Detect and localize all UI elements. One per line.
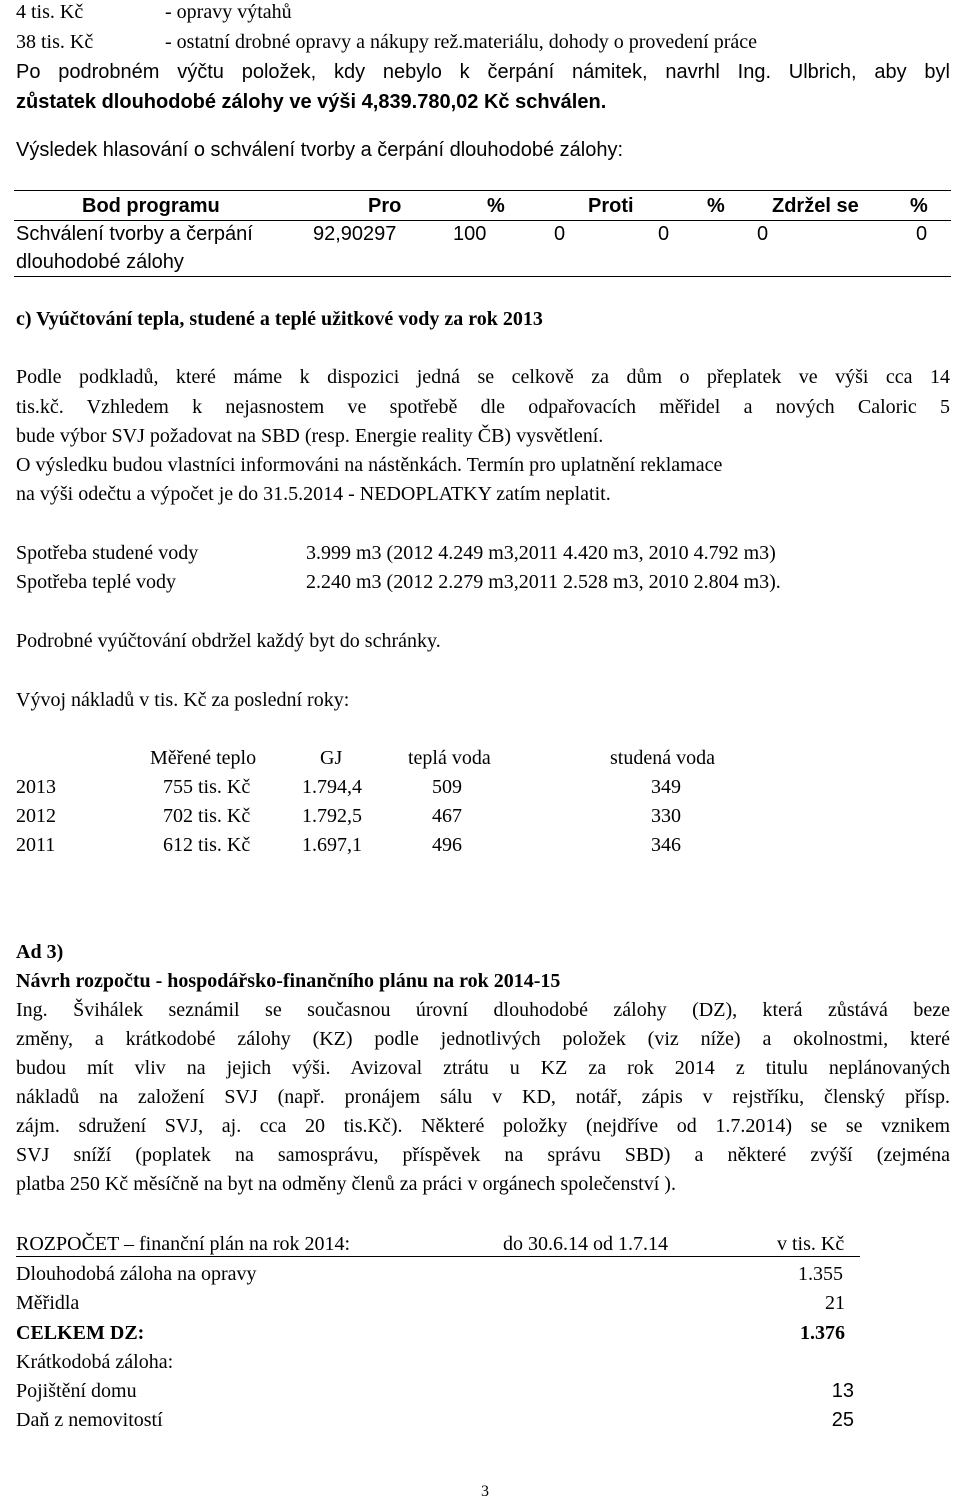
budget-short-value-1: 13: [831, 1380, 854, 1402]
section-c-heading: c) Vyúčtování tepla, studené a teplé užitkové vody za rok 2013: [16, 308, 543, 330]
section-c-line-3: bude výbor SVJ požadovat na SBD (resp. Energie reality ČB) vysvětlení.: [16, 425, 604, 447]
ad3-line-4: nákladů na založení SVJ (např. pronájem sálu v KD, notář, zápis v rejstříku, členský přísp.: [16, 1086, 950, 1108]
budget-row-value-2: 21: [825, 1292, 845, 1314]
costs-header-hot: teplá voda: [408, 747, 491, 769]
budget-header-underline: [16, 1256, 860, 1257]
costs-row-2013-heat: 755 tis. Kč: [163, 776, 251, 798]
section-c-line-2: tis.kč. Vzhledem k nejasnostem ve spotřebě dle odpařovacích měřidel a nových Caloric 5: [16, 396, 950, 418]
ad3-line-6: SVJ sníží (poplatek na samosprávu, příspěvek na správu SBD) a některé zvýší (zejména: [16, 1144, 950, 1166]
budget-row-value-1: 1.355: [798, 1263, 843, 1285]
vote-row-abstain-pct: 0: [916, 223, 928, 245]
ad3-line-2: změny, a krátkodobé zálohy (KZ) podle jednotlivých položek (viz níže) a okolnostmi, které: [16, 1028, 950, 1050]
vote-header-proti: Proti: [588, 195, 634, 217]
budget-short-value-2: 25: [831, 1409, 854, 1431]
approval-line-2: zůstatek dlouhodobé zálohy ve výši 4,839.780,02 Kč schválen.: [16, 91, 607, 113]
budget-header-periods: do 30.6.14 od 1.7.14: [503, 1233, 668, 1255]
vote-header-abstain: Zdržel se: [772, 195, 859, 217]
costs-row-2013-year: 2013: [16, 776, 56, 798]
vote-row-pro: 92,90297: [313, 223, 397, 245]
ad3-line-1: Ing. Švihálek seznámil se současnou úrovní dlouhodobé zálohy (DZ), která zůstává beze: [16, 999, 950, 1021]
vote-header-pro-pct: %: [487, 195, 505, 217]
section-c-line-5: na výši odečtu a výpočet je do 31.5.2014 - NEDOPLATKY zatím neplatit.: [16, 483, 611, 505]
top-line-desc-1: - opravy výtahů: [165, 1, 292, 23]
vote-header-pro: Pro: [368, 195, 402, 217]
costs-header-cold: studená voda: [610, 747, 715, 769]
budget-total-value: 1.376: [800, 1322, 845, 1344]
vote-header-proti-pct: %: [707, 195, 725, 217]
ad3-title: Ad 3): [16, 941, 64, 963]
budget-header-unit: v tis. Kč: [777, 1233, 845, 1255]
budget-short-label-1: Pojištění domu: [16, 1380, 137, 1402]
costs-row-2012-year: 2012: [16, 805, 56, 827]
budget-short-label: Krátkodobá záloha:: [16, 1351, 174, 1373]
vote-table-bottom-rule: [14, 276, 951, 277]
consumption-hot-label: Spotřeba teplé vody: [16, 571, 176, 593]
top-line-amount-2: 38 tis. Kč: [16, 31, 94, 53]
vote-row-proti: 0: [554, 223, 566, 245]
costs-intro: Vývoj nákladů v tis. Kč za poslední roky:: [16, 689, 350, 711]
consumption-hot-value: 2.240 m3 (2012 2.279 m3,2011 2.528 m3, 2010 2.804 m3).: [306, 571, 781, 593]
vote-row-abstain: 0: [757, 223, 769, 245]
costs-row-2011-gj: 1.697,1: [302, 834, 362, 856]
vote-row-proti-pct: 0: [658, 223, 670, 245]
costs-row-2013-gj: 1.794,4: [302, 776, 362, 798]
vote-header-abstain-pct: %: [910, 195, 928, 217]
costs-row-2013-cold: 349: [651, 776, 681, 798]
budget-short-label-2: Daň z nemovitostí: [16, 1409, 163, 1431]
page-number: 3: [481, 1483, 489, 1500]
costs-row-2012-gj: 1.792,5: [302, 805, 362, 827]
section-c-line-1: Podle podkladů, které máme k dispozici jedná se celkově za dům o přeplatek ve výši cca 14: [16, 366, 950, 388]
top-line-desc-2: - ostatní drobné opravy a nákupy rež.materiálu, dohody o provedení práce: [165, 31, 758, 53]
costs-header-gj: GJ: [320, 747, 343, 769]
approval-line-1: Po podrobném výčtu položek, kdy nebylo k čerpání námitek, navrhl Ing. Ulbrich, aby byl: [16, 61, 950, 83]
consumption-cold-value: 3.999 m3 (2012 4.249 m3,2011 4.420 m3, 2010 4.792 m3): [306, 542, 776, 564]
vote-row-item-line-1: Schválení tvorby a čerpání: [16, 223, 253, 245]
costs-row-2013-hot: 509: [432, 776, 462, 798]
costs-row-2012-cold: 330: [651, 805, 681, 827]
vote-row-pro-pct: 100: [453, 223, 487, 245]
billing-note: Podrobné vyúčtování obdržel každý byt do schránky.: [16, 630, 441, 652]
costs-row-2011-year: 2011: [16, 834, 56, 856]
vote-intro: Výsledek hlasování o schválení tvorby a čerpání dlouhodobé zálohy:: [16, 139, 624, 161]
budget-total-label: CELKEM DZ:: [16, 1322, 145, 1344]
vote-table-header-rule: [14, 220, 951, 221]
consumption-cold-label: Spotřeba studené vody: [16, 542, 199, 564]
section-c-line-4: O výsledku budou vlastníci informováni na nástěnkách. Termín pro uplatnění reklamace: [16, 454, 723, 476]
ad3-subtitle: Návrh rozpočtu - hospodářsko-finančního plánu na rok 2014-15: [16, 970, 561, 992]
costs-row-2011-cold: 346: [651, 834, 681, 856]
vote-row-item-line-2: dlouhodobé zálohy: [16, 251, 184, 273]
costs-row-2012-hot: 467: [432, 805, 462, 827]
ad3-line-7: platba 250 Kč měsíčně na byt na odměny členů za práci v orgánech společenství ).: [16, 1173, 676, 1195]
budget-row-label-1: Dlouhodobá záloha na opravy: [16, 1263, 257, 1285]
ad3-line-3: budou mít vliv na jejich výši. Avizoval ztrátu u KZ za rok 2014 z titulu neplánovaných: [16, 1057, 950, 1079]
budget-row-label-2: Měřidla: [16, 1292, 80, 1314]
ad3-line-5: zájm. sdružení SVJ, aj. cca 20 tis.Kč). Některé položky (nejdříve od 1.7.2014) se se vznikem: [16, 1115, 950, 1137]
costs-row-2011-hot: 496: [432, 834, 462, 856]
top-line-amount-1: 4 tis. Kč: [16, 1, 84, 23]
costs-header-heat: Měřené teplo: [150, 747, 257, 769]
budget-header-label: ROZPOČET – finanční plán na rok 2014:: [16, 1233, 351, 1255]
vote-header-item: Bod programu: [82, 195, 220, 217]
vote-table-top-rule: [14, 190, 951, 191]
costs-row-2011-heat: 612 tis. Kč: [163, 834, 251, 856]
costs-row-2012-heat: 702 tis. Kč: [163, 805, 251, 827]
